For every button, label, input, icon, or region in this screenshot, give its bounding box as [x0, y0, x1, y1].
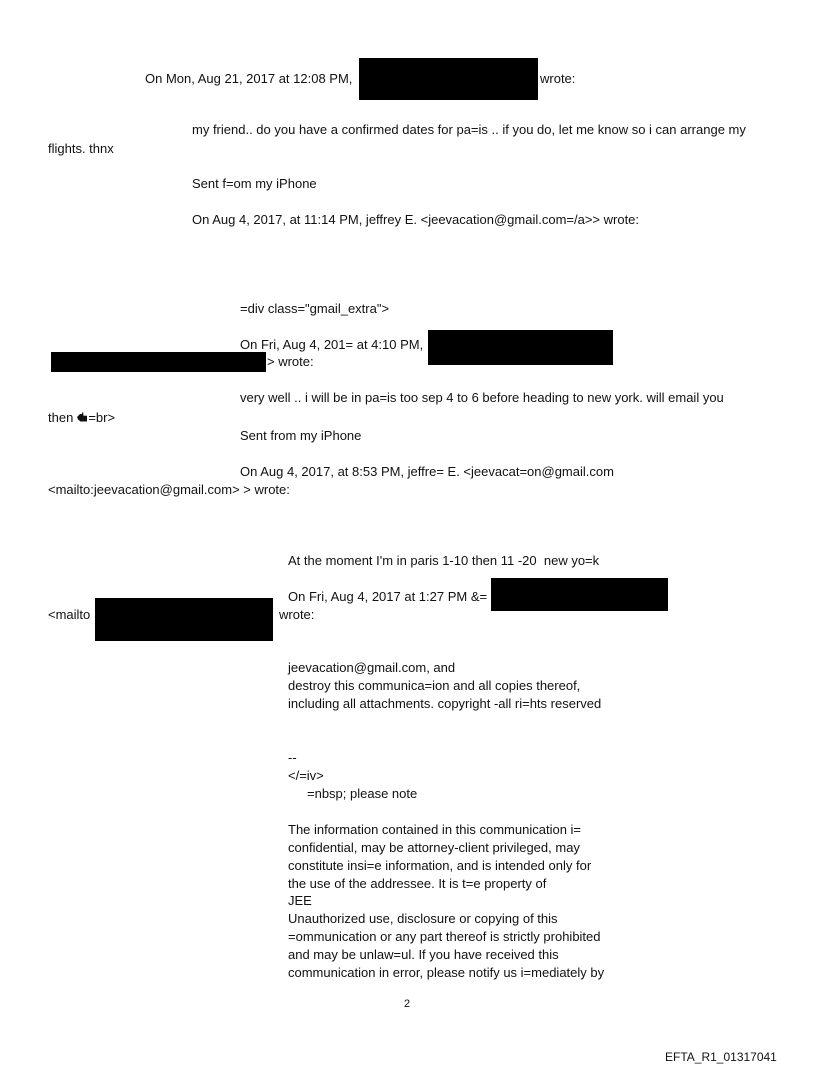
redaction-box — [359, 58, 538, 100]
disclaimer-line: the use of the addressee. It is t=e property of — [288, 876, 547, 891]
quote-header: <mailto:jeevacation@gmail.com> > wrote: — [48, 482, 290, 497]
html-fragment: =div class="gmail_extra"> — [240, 301, 390, 316]
signature-separator: -- — [288, 750, 297, 765]
message-body-line: very well .. i will be in pa=is too sep 4 to 6 before heading to new york. will email you — [240, 390, 724, 405]
message-text: =br> — [88, 410, 116, 425]
mailto-prefix: <mailto — [48, 607, 91, 622]
html-fragment: </=iv> — [288, 768, 324, 783]
disclaimer-line: destroy this communica=ion and all copies thereof, — [288, 678, 581, 693]
disclaimer-line: constitute insi=e information, and is intended only for — [288, 858, 592, 873]
quote-header: On Aug 4, 2017, at 8:53 PM, jeffre= E. <jeevacat=on@gmail.com — [240, 464, 614, 479]
disclaimer-line: The information contained in this communication i= — [288, 822, 582, 837]
redaction-box — [428, 330, 613, 365]
disclaimer-line: including all attachments. copyright -all ri=hts reserved — [288, 696, 602, 711]
document-id: EFTA_R1_01317041 — [665, 1050, 777, 1064]
disclaimer-heading: =nbsp; please note — [307, 786, 418, 801]
redaction-box — [95, 598, 273, 641]
quote-wrote: wrote: — [279, 607, 315, 622]
quote-header: On Fri, Aug 4, 201= at 4:10 PM, — [240, 337, 424, 352]
disclaimer-line: Unauthorized use, disclosure or copying of this — [288, 911, 558, 926]
disclaimer-line: jeevacation@gmail.com, and — [288, 660, 456, 675]
message-body-line: At the moment I'm in paris 1-10 then 11 -20 new yo=k — [288, 553, 600, 568]
disclaimer-line: confidential, may be attorney-client privileged, may — [288, 840, 580, 855]
header-quote-prefix: On Mon, Aug 21, 2017 at 12:08 PM, — [145, 71, 353, 86]
header-quote-wrote: wrote: — [540, 71, 576, 86]
quote-header: On Aug 4, 2017, at 11:14 PM, jeffrey E. <jeevacation@gmail.com=/a>> wrote: — [192, 212, 640, 227]
pointing-hand-icon — [76, 411, 88, 423]
page-number: 2 — [404, 998, 411, 1010]
redaction-box — [491, 578, 668, 611]
quote-header: On Fri, Aug 4, 2017 at 1:27 PM &= — [288, 589, 488, 604]
redaction-box — [51, 352, 266, 372]
disclaimer-line: and may be unlaw=ul. If you have received this — [288, 947, 559, 962]
message-text: then — [48, 410, 74, 425]
message-body-line: my friend.. do you have a confirmed dates for pa=is .. if you do, let me know so i can arrange my — [192, 122, 746, 137]
message-body-line: flights. thnx — [48, 141, 114, 156]
message-body-line — [48, 410, 115, 426]
disclaimer-line: JEE — [288, 893, 312, 908]
quote-wrote: > wrote: — [267, 354, 314, 369]
sent-signature: Sent from my iPhone — [240, 428, 362, 443]
disclaimer-line: =ommunication or any part thereof is strictly prohibited — [288, 929, 601, 944]
disclaimer-line: communication in error, please notify us i=mediately by — [288, 965, 605, 980]
sent-signature: Sent f=om my iPhone — [192, 176, 317, 191]
